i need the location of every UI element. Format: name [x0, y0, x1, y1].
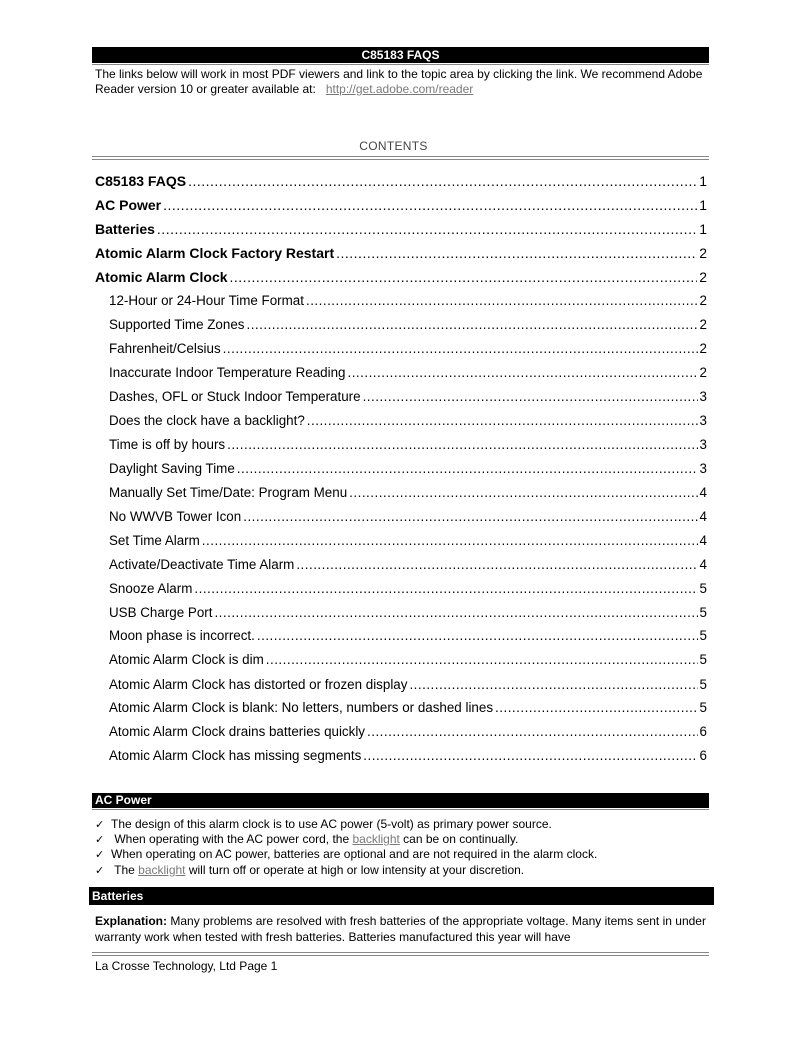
toc-entry-page: 4 — [699, 533, 707, 548]
toc-entry-page: 3 — [699, 461, 707, 476]
toc-dot-leader — [257, 627, 698, 645]
toc-entry-label: Atomic Alarm Clock — [95, 269, 228, 285]
toc-entry[interactable] — [109, 412, 707, 430]
section-title: Batteries — [92, 889, 144, 903]
checklist-text-part: When operating with the AC power cord, the — [111, 832, 353, 847]
toc-entry-page: 2 — [699, 341, 707, 356]
toc-entry[interactable] — [109, 316, 707, 334]
toc-entry[interactable] — [109, 532, 707, 550]
toc-entry-label: Moon phase is incorrect. — [109, 628, 255, 643]
contents-divider — [92, 156, 709, 160]
toc-entry[interactable] — [109, 460, 707, 478]
toc-entry[interactable] — [109, 676, 707, 694]
toc-entry-label: Does the clock have a backlight? — [109, 413, 305, 428]
toc-dot-leader — [237, 460, 698, 478]
toc-dot-leader — [363, 747, 697, 765]
toc-entry[interactable] — [109, 604, 707, 622]
toc-entry-label: Daylight Saving Time — [109, 461, 235, 476]
toc-dot-leader — [157, 220, 697, 238]
toc-entry[interactable] — [109, 436, 707, 454]
toc-entry-page: 2 — [699, 269, 707, 285]
toc-entry-page: 2 — [699, 293, 707, 308]
toc-dot-leader — [163, 196, 697, 214]
backlight-link[interactable]: backlight — [352, 832, 400, 847]
intro-paragraph — [95, 67, 715, 97]
intro-text: The links below will work in most PDF viewers and link to the topic area by clicking the link. We recommend Adobe Reader version 10 or greater available at: — [95, 67, 703, 96]
batteries-explanation — [95, 913, 715, 945]
checklist-item — [95, 863, 715, 878]
toc-entry[interactable] — [109, 580, 707, 598]
toc-entry[interactable] — [109, 340, 707, 358]
toc-entry-label: AC Power — [95, 197, 162, 213]
checklist-text — [111, 847, 597, 862]
toc-entry[interactable] — [95, 196, 707, 214]
toc-dot-leader — [495, 699, 698, 717]
checklist-text — [111, 863, 524, 878]
toc-entry[interactable] — [109, 747, 707, 765]
toc-entry-label: C85183 FAQS — [95, 173, 187, 189]
checklist-text-part: The design of this alarm clock is to use AC power (5-volt) as primary power source. — [111, 817, 552, 831]
footer-divider — [92, 952, 709, 956]
toc-dot-leader — [214, 604, 697, 622]
toc-entry-page: 2 — [699, 245, 707, 261]
page-title: C85183 FAQS — [361, 48, 440, 62]
toc-entry[interactable] — [109, 508, 707, 526]
contents-heading: CONTENTS — [359, 139, 428, 153]
toc-dot-leader — [367, 723, 698, 741]
section-header-batteries — [89, 887, 714, 905]
backlight-link[interactable]: backlight — [138, 862, 186, 877]
toc-entry-page: 3 — [699, 389, 707, 404]
adobe-reader-link[interactable]: http://get.adobe.com/reader — [325, 82, 474, 96]
toc-dot-leader — [188, 172, 697, 190]
toc-entry-page: 4 — [699, 509, 707, 524]
toc-entry[interactable] — [109, 556, 707, 574]
checklist-item — [95, 832, 715, 847]
title-divider — [92, 64, 709, 65]
toc-dot-leader — [363, 388, 698, 406]
toc-entry[interactable] — [109, 723, 707, 741]
toc-entry[interactable] — [109, 292, 707, 310]
toc-entry[interactable] — [95, 244, 707, 262]
toc-entry-page: 4 — [699, 485, 707, 500]
page-title-bar — [92, 47, 709, 63]
toc-entry[interactable] — [109, 484, 707, 502]
checklist-text-part: The — [111, 862, 139, 877]
toc-dot-leader — [307, 412, 698, 430]
toc-entry-label: Dashes, OFL or Stuck Indoor Temperature — [109, 389, 361, 404]
toc-entry-label: Manually Set Time/Date: Program Menu — [109, 485, 348, 500]
toc-dot-leader — [202, 532, 698, 550]
page-footer: La Crosse Technology, Ltd Page 1 — [95, 959, 278, 973]
toc-entry-label: Atomic Alarm Clock has missing segments — [109, 748, 362, 763]
checkmark-icon: ✓ — [95, 833, 105, 847]
checkmark-icon: ✓ — [95, 848, 105, 862]
toc-entry-label: Atomic Alarm Clock is blank: No letters, numbers or dashed lines — [109, 700, 494, 715]
toc-entry-label: Snooze Alarm — [109, 581, 193, 596]
toc-entry-page: 6 — [699, 724, 707, 739]
toc-entry-page: 1 — [699, 197, 707, 213]
toc-dot-leader — [230, 268, 698, 286]
checklist-item — [95, 847, 715, 862]
toc-entry[interactable] — [95, 268, 707, 286]
toc-entry-label: Supported Time Zones — [109, 317, 245, 332]
checkmark-icon: ✓ — [95, 863, 105, 877]
toc-entry-label: Atomic Alarm Clock Factory Restart — [95, 245, 335, 261]
toc-dot-leader — [296, 556, 697, 574]
section-header-ac-power — [92, 793, 709, 808]
toc-entry-page: 1 — [699, 173, 707, 189]
checklist-text-part: will turn off or operate at high or low intensity at your discretion. — [185, 862, 525, 877]
toc-dot-leader — [243, 508, 697, 526]
toc-entry-page: 3 — [699, 413, 707, 428]
checkmark-icon: ✓ — [95, 818, 105, 831]
toc-entry[interactable] — [109, 388, 707, 406]
toc-entry-label: Atomic Alarm Clock has distorted or frozen display — [109, 677, 408, 692]
toc-entry-page: 4 — [699, 557, 707, 572]
ac-power-checklist — [95, 817, 715, 878]
toc-entry-label: Inaccurate Indoor Temperature Reading — [109, 365, 346, 380]
toc-entry-page: 2 — [699, 365, 707, 380]
toc-entry-label: Time is off by hours — [109, 437, 226, 452]
toc-entry-page: 5 — [699, 605, 707, 620]
toc-entry-label: Atomic Alarm Clock is dim — [109, 652, 264, 667]
toc-entry-page: 5 — [699, 628, 707, 643]
toc-entry-page: 5 — [699, 652, 707, 667]
toc-entry-page: 3 — [699, 437, 707, 452]
toc-dot-leader — [266, 651, 698, 669]
toc-entry-page: 5 — [699, 700, 707, 715]
toc-entry-page: 5 — [699, 581, 707, 596]
toc-dot-leader — [194, 580, 697, 598]
toc-entry-label: Set Time Alarm — [109, 533, 200, 548]
checklist-text-part: When operating on AC power, batteries are optional and are not required in the alarm clock. — [111, 847, 598, 862]
toc-dot-leader — [409, 676, 697, 694]
toc-entry-page: 1 — [699, 221, 707, 237]
toc-entry[interactable] — [109, 627, 707, 645]
explanation-text: Many problems are resolved with fresh batteries of the appropriate voltage. Many items sent in under warranty work when tested with fresh batteries. Batteries manufactured this year will have — [95, 914, 706, 944]
toc-dot-leader — [223, 340, 698, 358]
toc-entry-label: No WWVB Tower Icon — [109, 509, 242, 524]
toc-entry[interactable] — [109, 364, 707, 382]
toc-entry-label: Atomic Alarm Clock drains batteries quickly — [109, 724, 365, 739]
toc-entry-label: Activate/Deactivate Time Alarm — [109, 557, 295, 572]
toc-dot-leader — [349, 484, 697, 502]
toc-entry[interactable] — [95, 220, 707, 238]
checklist-text — [111, 817, 552, 832]
toc-entry-label: Fahrenheit/Celsius — [109, 341, 221, 356]
checklist-text-part: can be on continually. — [399, 832, 519, 847]
toc-entry-label: USB Charge Port — [109, 605, 213, 620]
section-title: AC Power — [95, 793, 152, 807]
toc-dot-leader — [347, 364, 697, 382]
toc-entry[interactable] — [109, 699, 707, 717]
toc-dot-leader — [306, 292, 698, 310]
toc-entry-page: 5 — [699, 677, 707, 692]
toc-dot-leader — [227, 436, 697, 454]
checklist-text — [111, 832, 518, 847]
toc-entry-page: 6 — [699, 748, 707, 763]
checklist-item — [95, 817, 715, 832]
section-divider — [92, 809, 709, 810]
explanation-label: Explanation: — [95, 914, 168, 928]
toc-entry[interactable] — [95, 172, 707, 190]
toc-entry-label: Batteries — [95, 221, 155, 237]
toc-dot-leader — [336, 244, 697, 262]
toc-entry[interactable] — [109, 651, 707, 669]
toc-entry-page: 2 — [699, 317, 707, 332]
toc-dot-leader — [246, 316, 697, 334]
toc-entry-label: 12-Hour or 24-Hour Time Format — [109, 293, 304, 308]
